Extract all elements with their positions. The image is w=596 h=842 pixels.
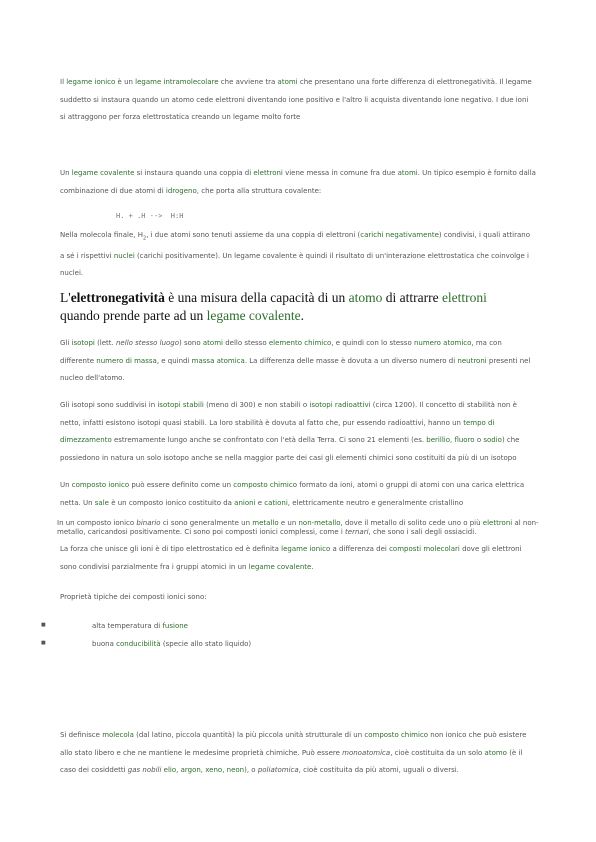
link-composto-chimico[interactable]: composto chimico	[233, 481, 297, 489]
text: o	[474, 436, 484, 444]
text: alta temperatura di	[92, 622, 163, 630]
link-legame-ionico[interactable]: legame ionico	[281, 545, 331, 553]
text: La forza che unisce gli ioni è di tipo elettrostatico ed è definita	[60, 545, 282, 553]
text: è un composto ionico costituito da	[108, 498, 235, 507]
text: Un	[60, 169, 72, 177]
link-atomi[interactable]: atomi	[277, 78, 298, 86]
text: estremamente lungo anche se confrontato con l'età della Terra. Ci sono 21 elementi (es.	[111, 436, 427, 444]
link-atomi[interactable]: atomi	[202, 339, 223, 347]
link-fusione[interactable]: fusione	[162, 622, 188, 630]
text: Si definisce	[60, 731, 103, 739]
text: , ma con differente	[60, 339, 502, 365]
text: ), o	[244, 766, 258, 774]
text: che presentano una forte differenza di elettronegatività. Il legame suddetto si instaura quando un atomo cede elettroni diventando ione positivo e l'altro li acquista diventando ione negativo. I due ioni si attraggono per forza elettrostatica creando un legame molto forte	[60, 78, 532, 121]
link-atomo[interactable]: atomo	[348, 290, 383, 305]
text: ) sono	[179, 339, 203, 347]
link-elemento-chimico[interactable]: elemento chimico	[268, 339, 332, 347]
paragraph-isotopi	[60, 335, 536, 388]
link-legame-covalente[interactable]: legame covalente	[248, 562, 312, 571]
text: e un	[278, 519, 299, 527]
link-elettroni[interactable]: elettroni	[253, 169, 283, 177]
text: ) che possiedono in natura un solo isotopo anche se nella maggior parte dei casi gli elementi chimici sono costituiti da più di un isotopo	[60, 436, 520, 462]
text: al non-metallo, caricandosi positivamente. Ci sono poi composti ionici complessi, come i	[57, 519, 539, 536]
text: , che porta alla struttura covalente:	[196, 186, 322, 195]
text: In un composto ionico	[57, 519, 137, 527]
text: Gli isotopi sono suddivisi in	[60, 401, 158, 409]
paragraph-composto-ionico	[60, 477, 536, 512]
italic-text: ternari	[345, 528, 369, 536]
text: (circa 1200). Il concetto di stabilità non è netto, infatti esistono isotopi quasi stabili. La loro stabilità è dovuta al fatto che, pur essendo radioattivi, hanno un	[60, 401, 517, 427]
bullet-icon: ■	[41, 640, 46, 646]
link-isotopi-stabili[interactable]: isotopi stabili	[157, 401, 204, 409]
link-legame-ionico[interactable]: legame ionico	[66, 78, 116, 86]
link-sodio[interactable]: sodio	[483, 436, 502, 444]
link-neutroni[interactable]: neutroni	[457, 356, 487, 365]
link-metallo[interactable]: metallo	[252, 519, 279, 527]
text: formato da ioni, atomi o gruppi di atomi con una carica elettrica netta. Un	[60, 481, 525, 507]
link-conducibilita[interactable]: conducibilità	[116, 640, 161, 648]
text: a differenza dei	[330, 545, 390, 553]
text: ,	[176, 766, 181, 774]
text: quando prende parte ad un	[60, 308, 207, 323]
link-xeno[interactable]: xeno	[205, 766, 223, 774]
formula-h2: H. + .H --> H:H	[116, 212, 184, 220]
text: .	[311, 562, 314, 571]
text: (specie allo stato liquido)	[160, 640, 252, 648]
text: , che sono i sali degli ossiacidi.	[368, 528, 477, 536]
link-atomo[interactable]: atomo	[484, 748, 507, 757]
text: è una misura della capacità di un	[164, 290, 349, 305]
text: presenti nel nucleo dell'atomo.	[60, 356, 531, 382]
subscript: 2	[143, 235, 147, 242]
italic-text: nello stesso luogo	[116, 339, 180, 347]
link-elio[interactable]: elio	[163, 766, 177, 774]
italic-text: gas nobili	[127, 766, 162, 774]
text: .	[300, 308, 305, 323]
link-nuclei[interactable]: nuclei	[113, 251, 135, 260]
link-legame-intramolecolare[interactable]: legame intramolecolare	[135, 78, 219, 86]
paragraph-forza-ioni	[60, 541, 536, 576]
text: L'	[60, 290, 71, 305]
text: , dove il metallo di solito cede uno o più	[340, 519, 483, 527]
link-berillio[interactable]: berillio	[426, 436, 450, 444]
link-isotopi[interactable]: isotopi	[71, 339, 95, 347]
paragraph-molecola-h2	[60, 227, 536, 283]
paragraph-isotopi-stabili	[60, 397, 536, 467]
text: si instaura quando una coppia di	[134, 169, 254, 177]
link-composti-molecolari[interactable]: composti molecolari	[389, 545, 460, 553]
paragraph-molecola	[60, 727, 536, 780]
text: (meno di 300) e non stabili o	[203, 401, 310, 409]
text: , e quindi	[156, 356, 192, 365]
text: dello stesso	[222, 339, 269, 347]
text: e	[255, 498, 265, 507]
paragraph-legame-covalente	[60, 165, 536, 200]
heading-elettronegativita	[60, 289, 530, 325]
text: Nella molecola finale, H	[60, 231, 143, 239]
link-massa-atomica[interactable]: massa atomica	[191, 356, 245, 365]
link-numero-di-massa[interactable]: numero di massa	[96, 356, 157, 365]
link-molecola[interactable]: molecola	[102, 731, 134, 739]
text: che avviene tra	[218, 78, 278, 86]
text: ci sono generalmente un	[160, 519, 253, 527]
link-legame-covalente[interactable]: legame covalente	[71, 169, 135, 177]
paragraph-proprieta: Proprietà tipiche dei composti ionici sono:	[60, 593, 207, 601]
link-composto-chimico[interactable]: composto chimico	[364, 731, 429, 739]
link-non-metallo[interactable]: non-metallo	[298, 519, 341, 527]
link-cationi[interactable]: cationi	[264, 498, 288, 507]
list-item	[92, 621, 188, 631]
text: di attrarre	[382, 290, 442, 305]
text: . Un tipico esempio è fornito dalla combinazione di due atomi di	[60, 169, 536, 195]
text: . La differenza delle masse è dovuta a un diverso numero di	[244, 356, 458, 365]
text: Un	[60, 481, 72, 489]
italic-text: poliatomica	[257, 766, 299, 774]
bullet-icon: ■	[41, 622, 46, 628]
link-tempo-di-dimezzamento[interactable]: tempo di dimezzamento	[60, 418, 495, 444]
text: ) condivisi, i quali attirano a sé i rispettivi	[60, 231, 531, 260]
text: può essere definito come un	[129, 481, 234, 489]
link-sale[interactable]: sale	[94, 498, 109, 507]
text: (dal latino, piccola quantità) la più piccola unità strutturale di un	[133, 731, 365, 739]
link-elettroni[interactable]: elettroni	[482, 519, 513, 527]
text: ,	[222, 766, 227, 774]
text: viene messa in comune fra due	[282, 169, 398, 177]
text: , i due atomi sono tenuti assieme da una coppia di elettroni (	[146, 231, 361, 239]
link-idrogeno[interactable]: idrogeno	[165, 186, 197, 195]
text: , elettricamente neutro e generalmente cristallino	[287, 498, 464, 507]
text: Il	[60, 78, 67, 86]
text: , e quindi con lo stesso	[331, 339, 414, 347]
link-carichi-negativamente[interactable]: carichi negativamente	[360, 231, 439, 239]
text: Gli	[60, 339, 72, 347]
link-fluoro[interactable]: fluoro	[454, 436, 475, 444]
text: dove gli elettroni sono condivisi parzialmente fra i gruppi atomici in un	[60, 545, 522, 571]
text: , cioè costituita da più atomi, uguali o diversi.	[298, 766, 459, 774]
link-neon[interactable]: neon	[226, 766, 245, 774]
link-elettroni[interactable]: elettroni	[441, 290, 487, 305]
text: buona	[92, 640, 117, 648]
link-numero-atomico[interactable]: numero atomico	[413, 339, 472, 347]
text: non ionico che può esistere allo stato libero e che ne mantiene le medesime proprietà chimiche. Può essere	[60, 731, 527, 757]
link-anioni[interactable]: anioni	[234, 498, 256, 507]
text: ,	[450, 436, 455, 444]
text: (lett.	[94, 339, 116, 347]
italic-text: binario	[136, 519, 161, 527]
link-atomi[interactable]: atomi	[397, 169, 418, 177]
text: ,	[200, 766, 206, 774]
text: (carichi positivamente). Un legame covalente è quindi il risultato di un'interazione elettrostatica che coinvolge i nuclei.	[60, 251, 529, 278]
list-item	[92, 639, 251, 649]
link-isotopi-radioattivi[interactable]: isotopi radioattivi	[309, 401, 371, 409]
text: (è il caso dei cosiddetti	[60, 748, 523, 774]
paragraph-legame-ionico	[60, 74, 536, 127]
link-composto-ionico[interactable]: composto ionico	[71, 481, 130, 489]
link-legame-covalente[interactable]: legame covalente	[206, 308, 301, 323]
bold-term: elettronegatività	[70, 290, 165, 305]
italic-text: monoatomica	[342, 748, 391, 757]
link-argon[interactable]: argon	[180, 766, 201, 774]
paragraph-composto-binario	[57, 519, 539, 537]
text: , cioè costituita da un solo	[390, 748, 485, 757]
text: è un	[115, 78, 136, 86]
